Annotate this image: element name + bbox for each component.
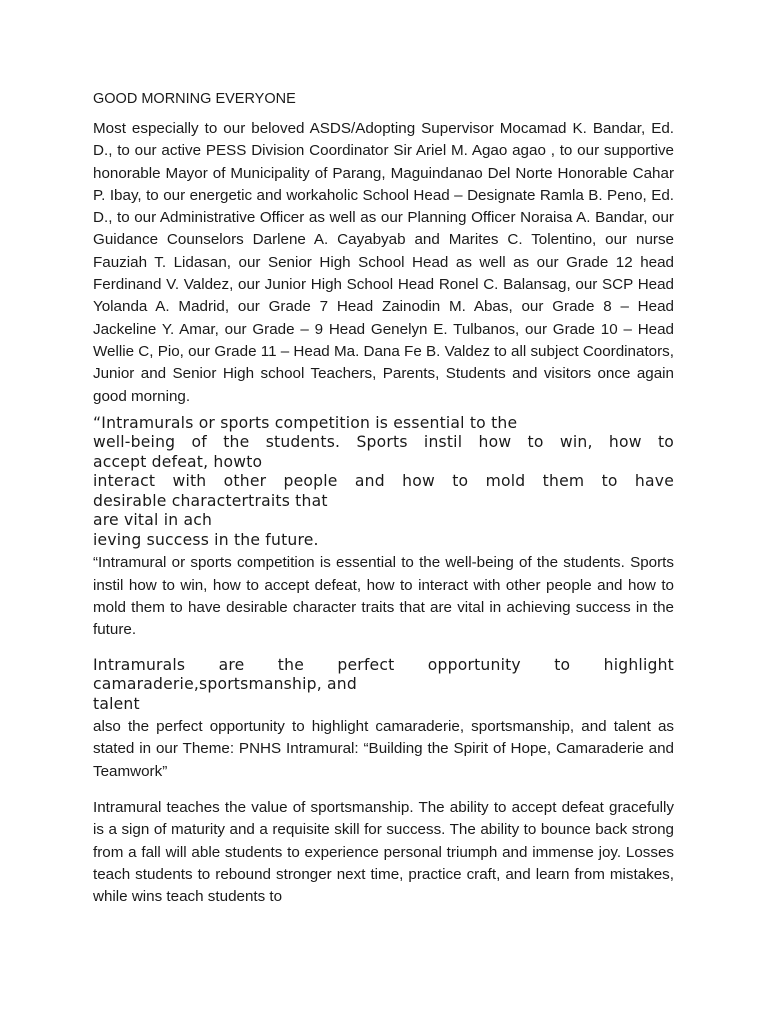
quote-pasted-block xyxy=(93,414,674,551)
opportunity-pasted-line: talent xyxy=(93,694,140,713)
opportunity-pasted-line: camaraderie,sportsmanship, and xyxy=(93,675,357,694)
sportsmanship-paragraph: Intramural teaches the value of sportsmanship. The ability to accept defeat gracefully is a sign of maturity and a requisite skill for success. The ability to bounce back strong from a fall will able students to experience personal triumph and immense joy. Losses teach students to rebound stronger next time, practice craft, and learn from mistakes, while wins teach students to xyxy=(93,798,674,906)
quote-pasted-line: “Intramurals or sports competition is essential to the xyxy=(93,413,518,432)
opportunity-paragraph: also the perfect opportunity to highlight camaraderie, sportsmanship, and talent as stated in our Theme: PNHS Intramural: “Building the Spirit of Hope, Camaraderie and Teamwork” xyxy=(93,718,674,780)
quote-pasted-line: well-being of the students. Sports instil how to win, how to xyxy=(93,433,674,452)
opportunity-pasted-block xyxy=(93,656,674,715)
salutation-paragraph: Most especially to our beloved ASDS/Adopting Supervisor Mocamad K. Bandar, Ed. D., to our active PESS Division Coordinator Sir Ariel M. Agao agao , to our supportive honorable Mayor of Municipality of Parang, Maguindanao Del Norte Honorable Cahar P. Ibay, to our energetic and workaholic School Head – Designate Ramla B. Peno, Ed. D., to our Administrative Officer as well as our Planning Officer Noraisa A. Bandar, our Guidance Counselors Darlene A. Cayabyab and Marites C. Tolentino, our nurse Fauziah T. Lidasan, our Senior High School Head as well as our Grade 12 head Ferdinand V. Valdez, our Junior High School Head Ronel C. Balansag, our SCP Head Yolanda A. Madrid, our Grade 7 Head Zainodin M. Abas, our Grade 8 – Head Jackeline Y. Amar, our Grade – 9 Head Genelyn E. Tulbanos, our Grade 10 – Head Wellie C, Pio, our Grade 11 – Head Ma. Dana Fe B. Valdez to all subject Coordinators, Junior and Senior High school Teachers, Parents, Students and visitors once again good morning. xyxy=(93,120,674,405)
greeting-heading: GOOD MORNING EVERYONE xyxy=(93,91,296,107)
quote-pasted-line: accept defeat, howto xyxy=(93,452,263,471)
quote-paragraph: “Intramural or sports competition is essential to the well-being of the students. Sports instil how to win, how to accept defeat, how to interact with other people and how to mold them to have desirable character traits that are vital in achieving success in the future. xyxy=(93,554,674,639)
quote-pasted-line: desirable charactertraits that xyxy=(93,491,328,510)
quote-pasted-line: interact with other people and how to mold them to have xyxy=(93,472,674,491)
quote-pasted-line: ieving success in the future. xyxy=(93,530,319,549)
opportunity-pasted-line: Intramurals are the perfect opportunity to highlight xyxy=(93,655,674,674)
quote-pasted-line: are vital in ach xyxy=(93,511,213,530)
document-body xyxy=(93,89,674,914)
